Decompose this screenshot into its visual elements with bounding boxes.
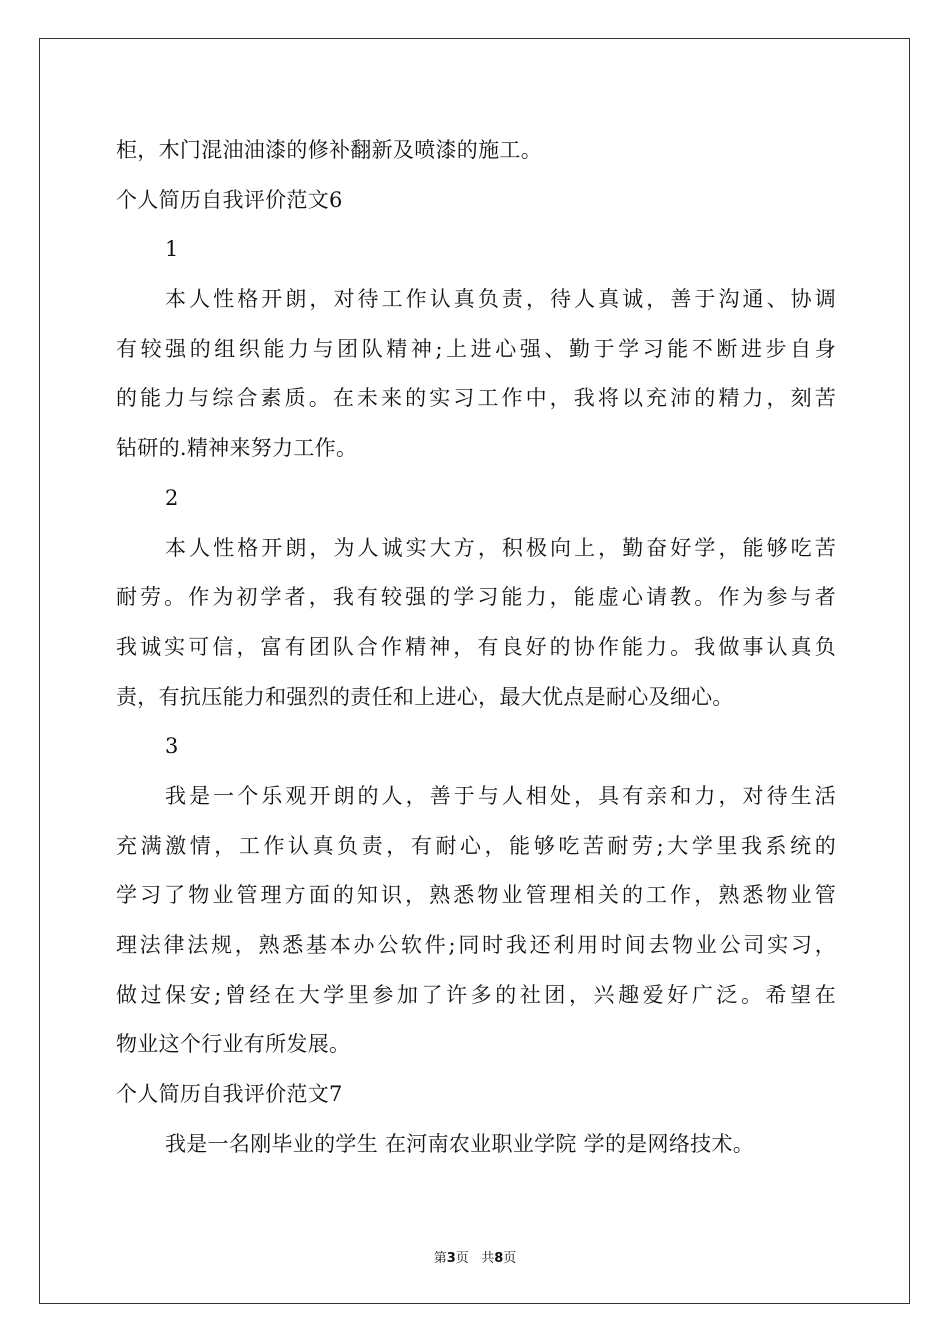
paragraph-line: 学习了物业管理方面的知识，熟悉物业管理相关的工作，熟悉物业管 — [116, 883, 836, 908]
paragraph-line: 耐劳。作为初学者，我有较强的学习能力，能虚心请教。作为参与者 — [116, 585, 836, 610]
paragraph-line: 本人性格开朗，为人诚实大方，积极向上，勤奋好学，能够吃苦 — [165, 535, 836, 560]
total-suffix: 页 — [503, 1251, 517, 1266]
section-heading-7: 个人简历自我评价范文7 — [116, 1082, 343, 1107]
paragraph-line: 本人性格开朗，对待工作认真负责，待人真诚，善于沟通、协调 — [165, 287, 836, 312]
item-number-2: 2 — [165, 485, 179, 510]
page-footer — [0, 1247, 950, 1266]
paragraph-line: 有较强的组织能力与团队精神;上进心强、勤于学习能不断进步自身 — [116, 336, 836, 361]
section-heading-6: 个人简历自我评价范文6 — [116, 187, 343, 212]
page-suffix: 页 — [455, 1251, 469, 1266]
paragraph-line: 理法律法规，熟悉基本办公软件;同时我还利用时间去物业公司实习， — [116, 933, 836, 957]
paragraph-line: 充满激情，工作认真负责，有耐心，能够吃苦耐劳;大学里我系统的 — [116, 833, 836, 858]
paragraph-line: 责，有抗压能力和强烈的责任和上进心，最大优点是耐心及细心。 — [116, 684, 734, 709]
total-pages: 8 — [494, 1251, 504, 1266]
item-number-1: 1 — [165, 237, 179, 262]
paragraph-line: 物业这个行业有所发展。 — [116, 1032, 351, 1057]
page-prefix: 第 — [433, 1251, 447, 1266]
paragraph-line: 做过保安;曾经在大学里参加了许多的社团，兴趣爱好广泛。希望在 — [116, 982, 836, 1007]
item-number-3: 3 — [165, 734, 179, 759]
paragraph-line: 我是一个乐观开朗的人，善于与人相处，具有亲和力，对待生活 — [165, 783, 836, 808]
page-number: 3 — [446, 1251, 456, 1266]
document-body — [116, 126, 836, 1169]
paragraph-line: 柜，木门混油油漆的修补翻新及喷漆的施工。 — [116, 138, 542, 162]
paragraph-line: 我诚实可信，富有团队合作精神，有良好的协作能力。我做事认真负 — [116, 634, 836, 659]
paragraph-line: 我是一名刚毕业的学生 在河南农业职业学院 学的是网络技术。 — [165, 1131, 755, 1156]
paragraph-line: 钻研的.精神来努力工作。 — [116, 436, 358, 461]
total-prefix: 共 — [481, 1251, 495, 1266]
paragraph-line: 的能力与综合素质。在未来的实习工作中，我将以充沛的精力，刻苦 — [116, 386, 836, 411]
